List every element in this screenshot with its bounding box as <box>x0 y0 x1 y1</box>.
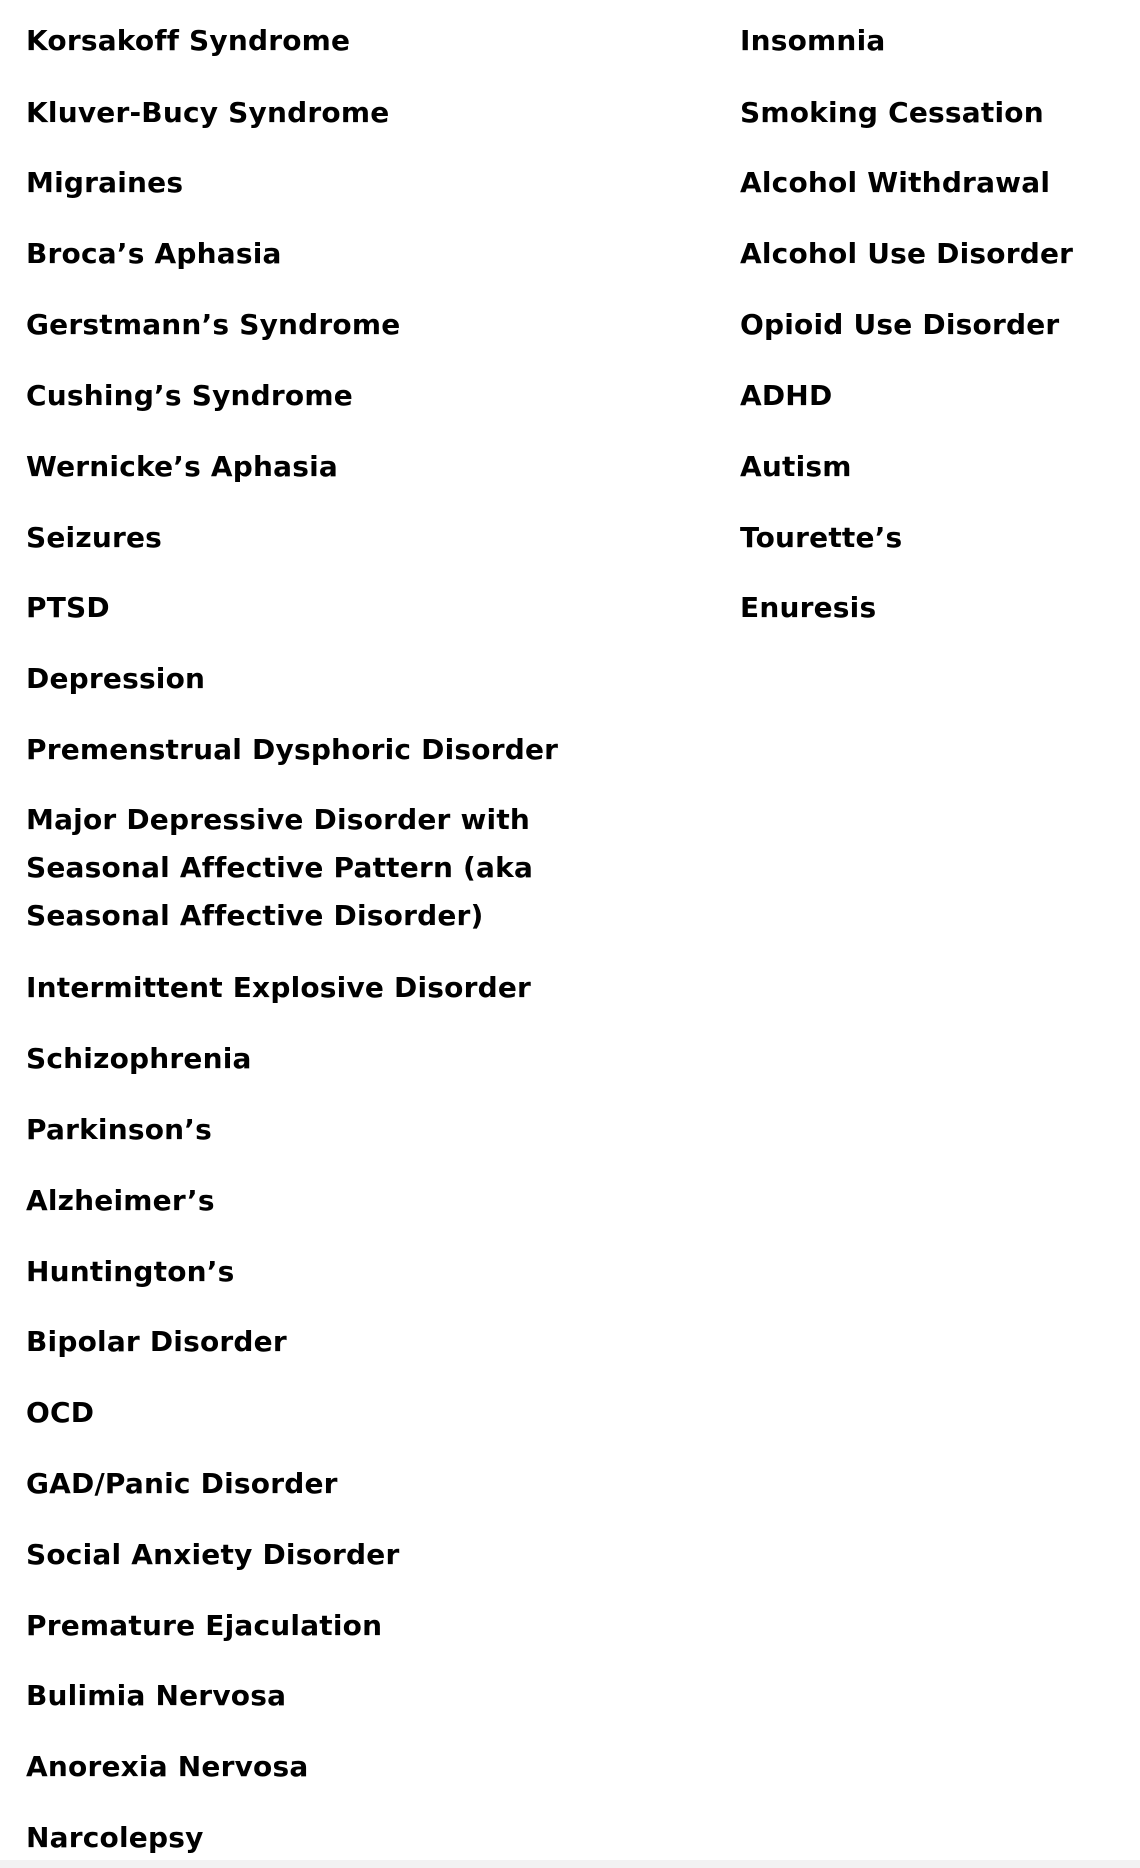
list-item: Social Anxiety Disorder <box>26 1538 400 1571</box>
list-item: Cushing’s Syndrome <box>26 379 353 412</box>
list-item: Insomnia <box>740 24 886 57</box>
list-item: Smoking Cessation <box>740 96 1044 129</box>
list-item: Narcolepsy <box>26 1821 204 1854</box>
list-item: Migraines <box>26 166 184 199</box>
list-item: Huntington’s <box>26 1255 235 1288</box>
list-item: Alzheimer’s <box>26 1184 215 1217</box>
list-item: Wernicke’s Aphasia <box>26 450 339 483</box>
page-bottom-edge <box>0 1860 1140 1868</box>
list-item: Autism <box>740 450 852 483</box>
list-item: Alcohol Withdrawal <box>740 166 1051 199</box>
list-item: PTSD <box>26 591 110 624</box>
list-item: Kluver-Bucy Syndrome <box>26 96 390 129</box>
list-item: Depression <box>26 662 206 695</box>
list-item: Enuresis <box>740 591 877 624</box>
list-item: Alcohol Use Disorder <box>740 237 1074 270</box>
list-item: OCD <box>26 1396 95 1429</box>
list-item: Korsakoff Syndrome <box>26 24 351 57</box>
list-item: Premature Ejaculation <box>26 1609 383 1642</box>
list-item: Anorexia Nervosa <box>26 1750 309 1783</box>
list-item: Seizures <box>26 521 163 554</box>
list-item: Intermittent Explosive Disorder <box>26 971 532 1004</box>
list-item: Bipolar Disorder <box>26 1325 287 1358</box>
list-item: GAD/Panic Disorder <box>26 1467 338 1500</box>
list-item: Major Depressive Disorder with Seasonal Affective Pattern (aka Seasonal Affective Disorder) <box>26 803 534 932</box>
list-item: Broca’s Aphasia <box>26 237 282 270</box>
list-item: Tourette’s <box>740 521 903 554</box>
list-item: Schizophrenia <box>26 1042 252 1075</box>
list-item: Premenstrual Dysphoric Disorder <box>26 733 559 766</box>
list-item: Bulimia Nervosa <box>26 1679 287 1712</box>
list-item: Opioid Use Disorder <box>740 308 1060 341</box>
list-item: Parkinson’s <box>26 1113 212 1146</box>
list-item: Gerstmann’s Syndrome <box>26 308 401 341</box>
list-item: ADHD <box>740 379 833 412</box>
